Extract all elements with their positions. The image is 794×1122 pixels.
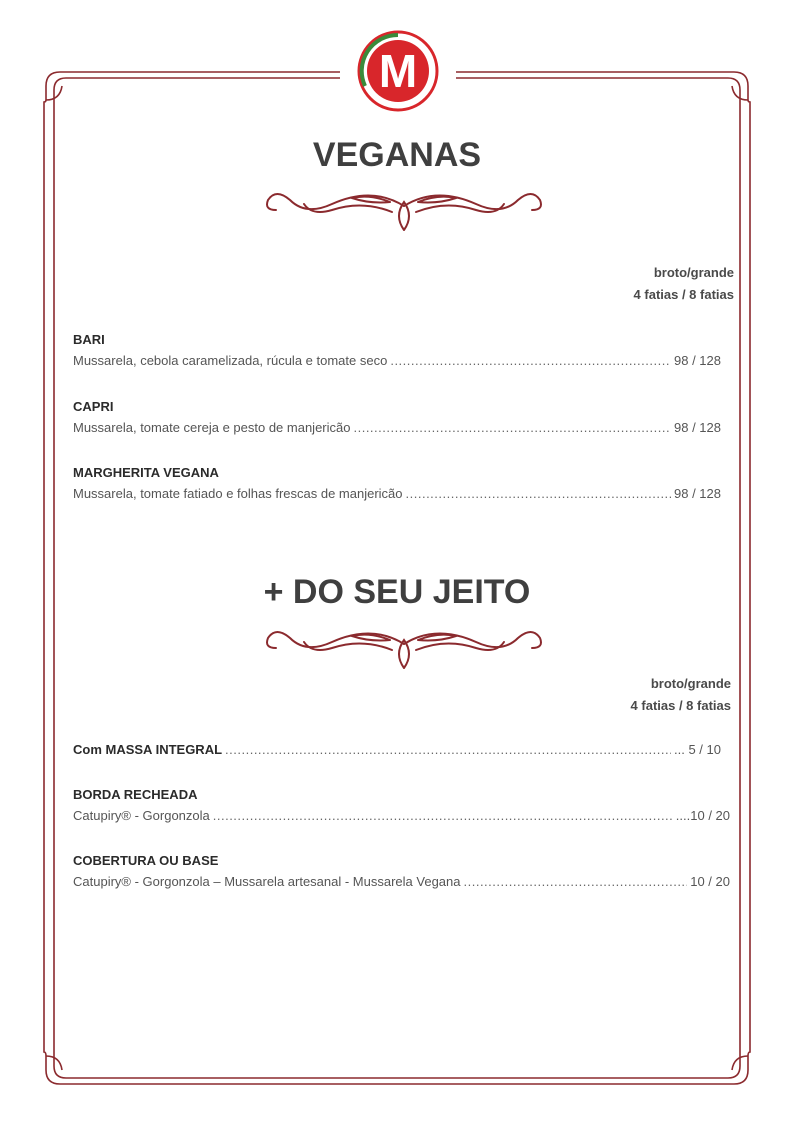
item-price: 98 / 128 <box>674 486 721 501</box>
ornamental-flourish-icon <box>262 182 546 234</box>
item-name-prefix: Com <box>73 742 106 757</box>
leader-dots <box>213 805 673 827</box>
price-header-sizes: broto/grande <box>650 676 731 691</box>
menu-item <box>73 785 730 827</box>
price-header-sizes: broto/grande <box>653 265 734 280</box>
menu-item <box>73 851 730 893</box>
item-description <box>73 739 222 761</box>
brand-logo <box>357 30 439 112</box>
price-header <box>631 673 731 717</box>
ornamental-flourish-icon <box>262 620 546 672</box>
item-description: Mussarela, tomate fatiado e folhas frescas de manjericão <box>73 486 403 501</box>
item-description: Catupiry® - Gorgonzola – Mussarela artesanal - Mussarela Vegana <box>73 874 461 889</box>
logo-letter: M <box>378 45 418 97</box>
leader-dots <box>390 350 671 372</box>
leader-dots <box>225 739 671 761</box>
menu-item <box>73 463 721 505</box>
item-price: 98 / 128 <box>674 353 721 368</box>
price-header-slices: 4 fatias / 8 fatias <box>630 698 731 713</box>
price-header <box>634 262 734 306</box>
menu-item <box>73 397 721 439</box>
section-title-veganas: VEGANAS <box>312 136 482 174</box>
price-header-slices: 4 fatias / 8 fatias <box>633 287 734 302</box>
item-description: Mussarela, tomate cereja e pesto de manjericão <box>73 420 351 435</box>
item-name: BORDA RECHEADA <box>73 787 198 802</box>
item-name: CAPRI <box>73 399 114 414</box>
item-description: Catupiry® - Gorgonzola <box>73 808 210 823</box>
item-name: BARI <box>73 332 105 347</box>
item-price: ....10 / 20 <box>675 808 730 823</box>
item-name: MASSA INTEGRAL <box>105 742 223 757</box>
menu-item <box>73 330 721 372</box>
section-title-do-seu-jeito: + DO SEU JEITO <box>263 573 531 611</box>
leader-dots <box>464 871 688 893</box>
item-price: ... 5 / 10 <box>674 742 721 757</box>
item-price: 10 / 20 <box>690 874 730 889</box>
menu-item <box>73 739 721 761</box>
item-description: Mussarela, cebola caramelizada, rúcula e tomate seco <box>73 353 388 368</box>
item-name: COBERTURA OU BASE <box>73 853 219 868</box>
leader-dots <box>406 483 671 505</box>
item-price: 98 / 128 <box>674 420 721 435</box>
leader-dots <box>353 417 671 439</box>
item-name: MARGHERITA VEGANA <box>73 465 219 480</box>
